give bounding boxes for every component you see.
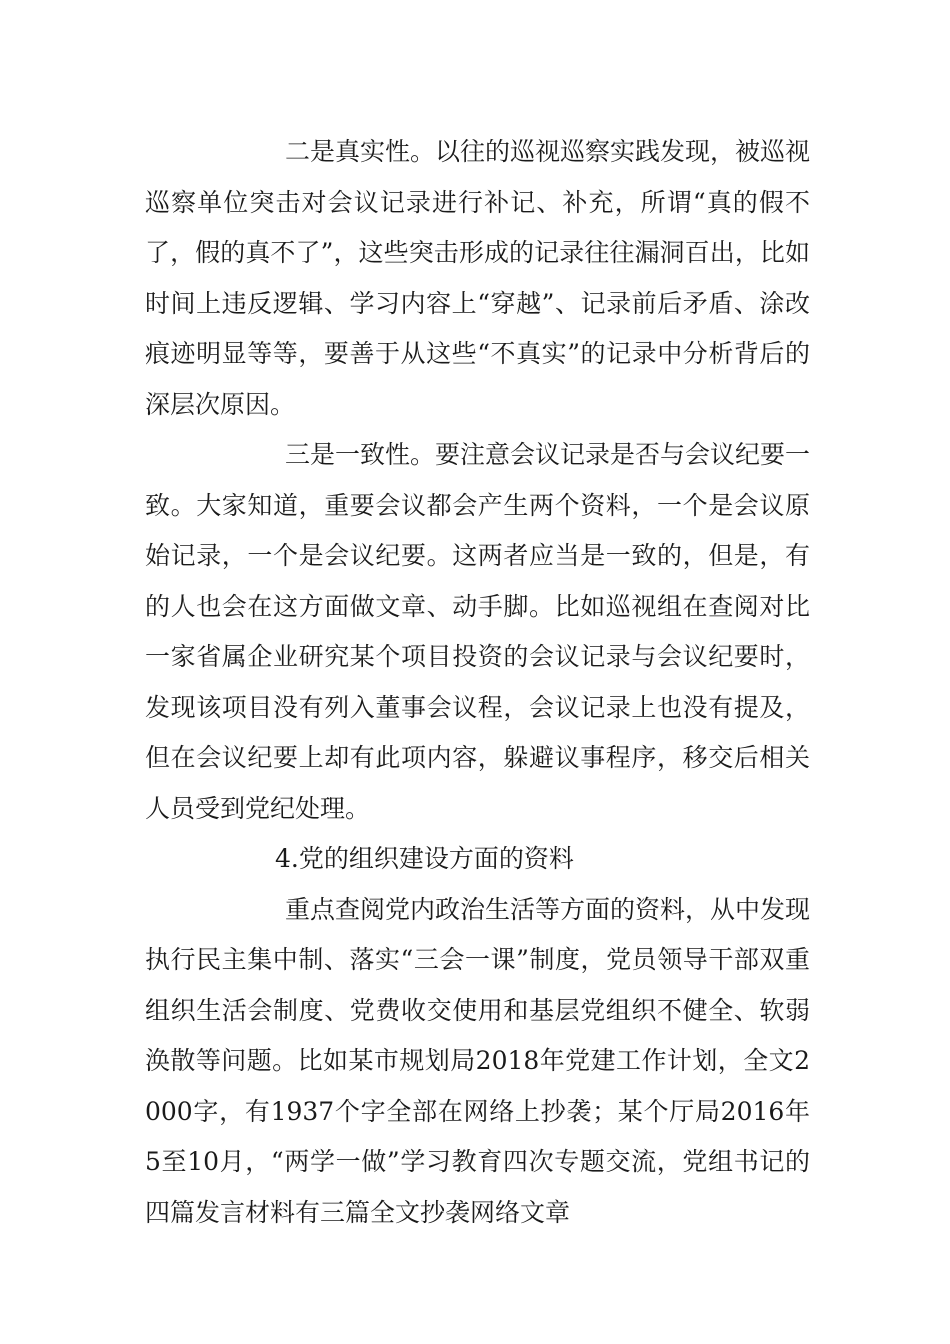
section-heading-party-organization: 4.党的组织建设方面的资料: [275, 844, 574, 873]
paragraph-party-life-review: 重点查阅党内政治生活等方面的资料，从中发现执行民主集中制、落实“三会一课”制度，党员领导干部双重组织生活会制度、党费收交使用和基层党组织不健全、软弱涣散等问题。比如某市规划局2018年党建工作计划，全文2000字，有1937个字全部在网络上抄袭；某个厅局2016年5至10月，“两学一做”学习教育四次专题交流，党组书记的四篇发言材料有三篇全文抄袭网络文章: [145, 894, 811, 1227]
body-text: [145, 127, 810, 1238]
paragraph-authenticity: 二是真实性。以往的巡视巡察实践发现，被巡视巡察单位突击对会议记录进行补记、补充，所谓“真的假不了，假的真不了”，这些突击形成的记录往往漏洞百出，比如时间上违反逻辑、学习内容上“穿越”、记录前后矛盾、涂改痕迹明显等等，要善于从这些“不真实”的记录中分析背后的深层次原因。: [145, 137, 811, 419]
paragraph-consistency: 三是一致性。要注意会议记录是否与会议纪要一致。大家知道，重要会议都会产生两个资料，一个是会议原始记录，一个是会议纪要。这两者应当是一致的，但是，有的人也会在这方面做文章、动手脚。比如巡视组在查阅对比一家省属企业研究某个项目投资的会议记录与会议纪要时，发现该项目没有列入董事会议程，会议记录上也没有提及，但在会议纪要上却有此项内容，躲避议事程序，移交后相关人员受到党纪处理。: [145, 440, 811, 823]
